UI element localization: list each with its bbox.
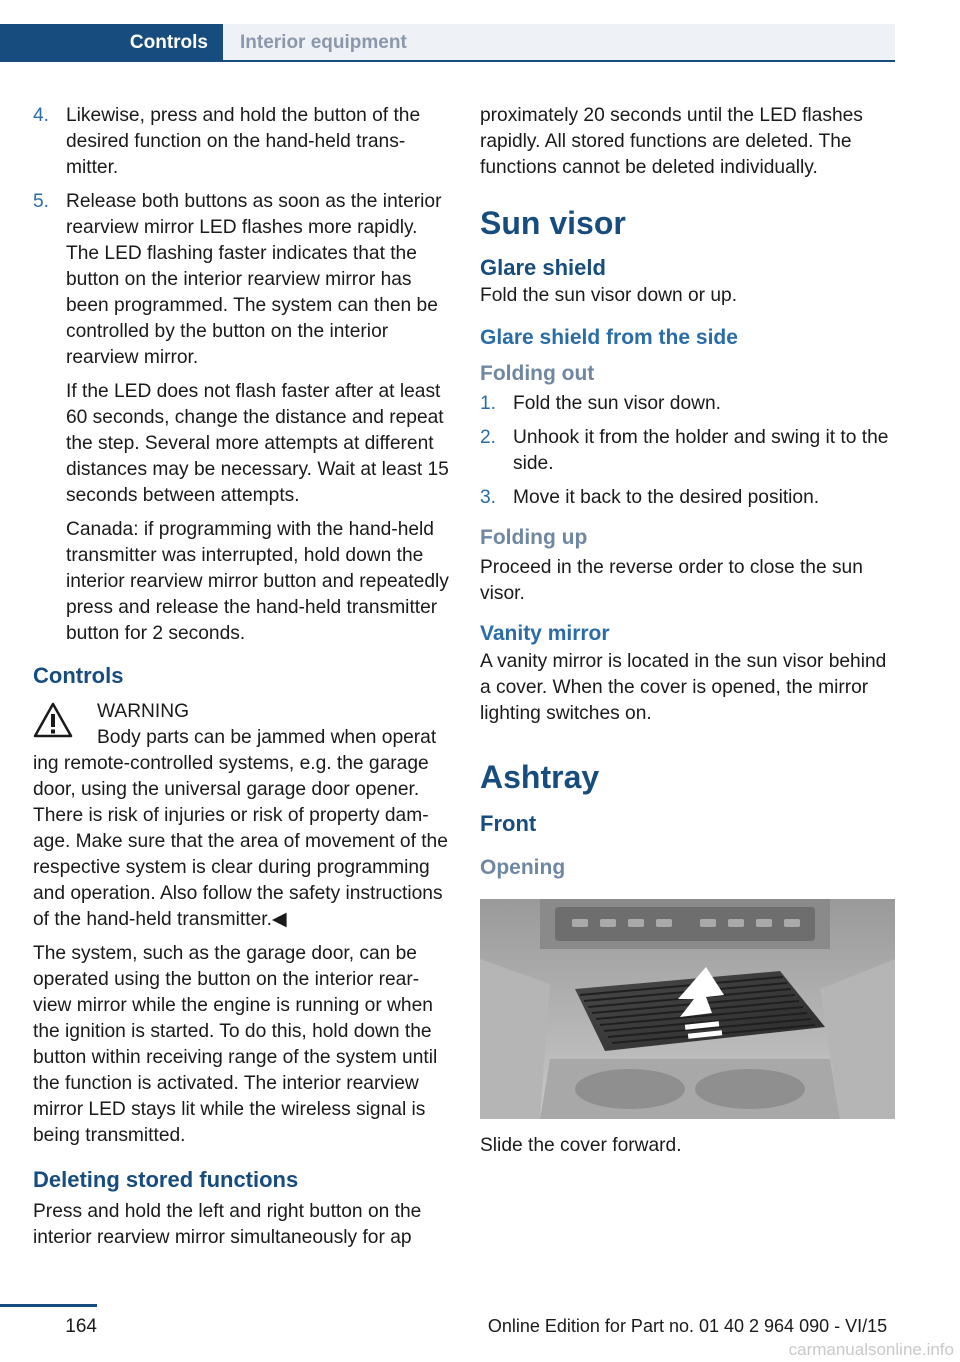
warning-text: ing remote-controlled systems, e.g. the garage door, using the universal garage door opener. There is risk of injuries or risk of property damage. Make sure that the area of movement of the respective system is clear during programming and operation. Also follow the safety instructions of the hand-held transmitter.◀	[33, 753, 448, 930]
step-text: Likewise, press and hold the button of the desired function on the hand-held transmitter.	[66, 105, 421, 178]
glare-shield-text: Fold the sun visor down or up.	[480, 285, 738, 306]
deleting-text: Press and hold the left and right button on the interior rearview mirror simultaneously for ap	[33, 1201, 422, 1248]
system-paragraph: The system, such as the garage door, can be operated using the button on the interior rearview mirror while the engine is running or when the ignition is started. To do this, hold down the button within receiving range of the system until the function is activated. The interior rearview mirror LED stays lit while the wireless signal is being transmitted.	[33, 943, 438, 1146]
opening-heading: Opening	[480, 856, 566, 879]
folding-up-heading: Folding up	[480, 526, 588, 549]
slide-cover-text: Slide the cover forward.	[480, 1135, 682, 1156]
glare-side-heading: Glare shield from the side	[480, 326, 738, 349]
step-text: Fold the sun visor down.	[513, 393, 721, 414]
warning-first-line: Body parts can be jammed when operat	[97, 727, 437, 748]
right-column	[480, 103, 895, 1167]
footer-rule	[0, 1304, 97, 1307]
section-tab-controls: Controls	[0, 24, 223, 62]
folding-out-step	[480, 425, 895, 477]
edition-line: Online Edition for Part no. 01 40 2 964 090 - VI/15	[487, 1316, 888, 1336]
folding-out-heading: Folding out	[480, 362, 595, 385]
step-5-note-led: If the LED does not flash faster after at least 60 seconds, change the distance and repeat the step. Several more attempts at different distances may be necessary. Wait at least 15 seconds between attempts.	[66, 381, 449, 506]
glare-shield-heading: Glare shield	[480, 255, 606, 280]
controls-heading: Controls	[33, 663, 124, 688]
step-4	[33, 103, 449, 181]
page-header	[0, 0, 960, 62]
step-number: 4.	[33, 105, 50, 126]
vanity-mirror-heading: Vanity mirror	[480, 622, 610, 645]
step-number: 5.	[33, 191, 50, 212]
step-text: Release both buttons as soon as the interior rearview mirror LED flashes more rapidly. The LED flashing faster indicates that the button on the interior rearview mirror has been programmed. The system can then be controlled by the button on the interior rearview mirror.	[66, 191, 442, 368]
step-number: 2.	[480, 427, 497, 448]
step-number: 1.	[480, 393, 497, 414]
watermark[interactable]: carmanualsonline.info	[788, 1340, 954, 1359]
warning-label: WARNING	[97, 701, 190, 722]
folding-up-text: Proceed in the reverse order to close the sun visor.	[480, 557, 863, 604]
step-5-note-canada: Canada: if programming with the hand-held transmitter was interrupted, hold down the interior rearview mirror button and repeatedly press and release the hand-held transmitter button for 2 seconds.	[66, 519, 449, 644]
step-text: Unhook it from the holder and swing it to the side.	[513, 427, 889, 474]
front-heading: Front	[480, 811, 537, 836]
deleting-heading: Deleting stored functions	[33, 1167, 299, 1192]
step-number: 3.	[480, 487, 497, 508]
warning-box	[33, 699, 449, 933]
section-tab-interior-equipment: Interior equipment	[223, 24, 895, 62]
continued-text: proximately 20 seconds until the LED flashes rapidly. All stored functions are deleted. The functions cannot be deleted individually.	[480, 105, 863, 178]
ashtray-heading: Ashtray	[480, 759, 600, 795]
vanity-mirror-text: A vanity mirror is located in the sun visor behind a cover. When the cover is opened, the mirror lighting switches on.	[480, 651, 887, 724]
header-rule	[0, 60, 895, 62]
warning-icon	[33, 702, 73, 738]
folding-out-step	[480, 391, 895, 417]
folding-out-step	[480, 485, 895, 511]
ashtray-cover-image	[480, 899, 895, 1119]
left-column	[33, 103, 449, 1259]
step-5	[33, 189, 449, 371]
step-text: Move it back to the desired position.	[513, 487, 820, 508]
page-number: 164	[65, 1316, 97, 1337]
sun-visor-heading: Sun visor	[480, 205, 626, 241]
